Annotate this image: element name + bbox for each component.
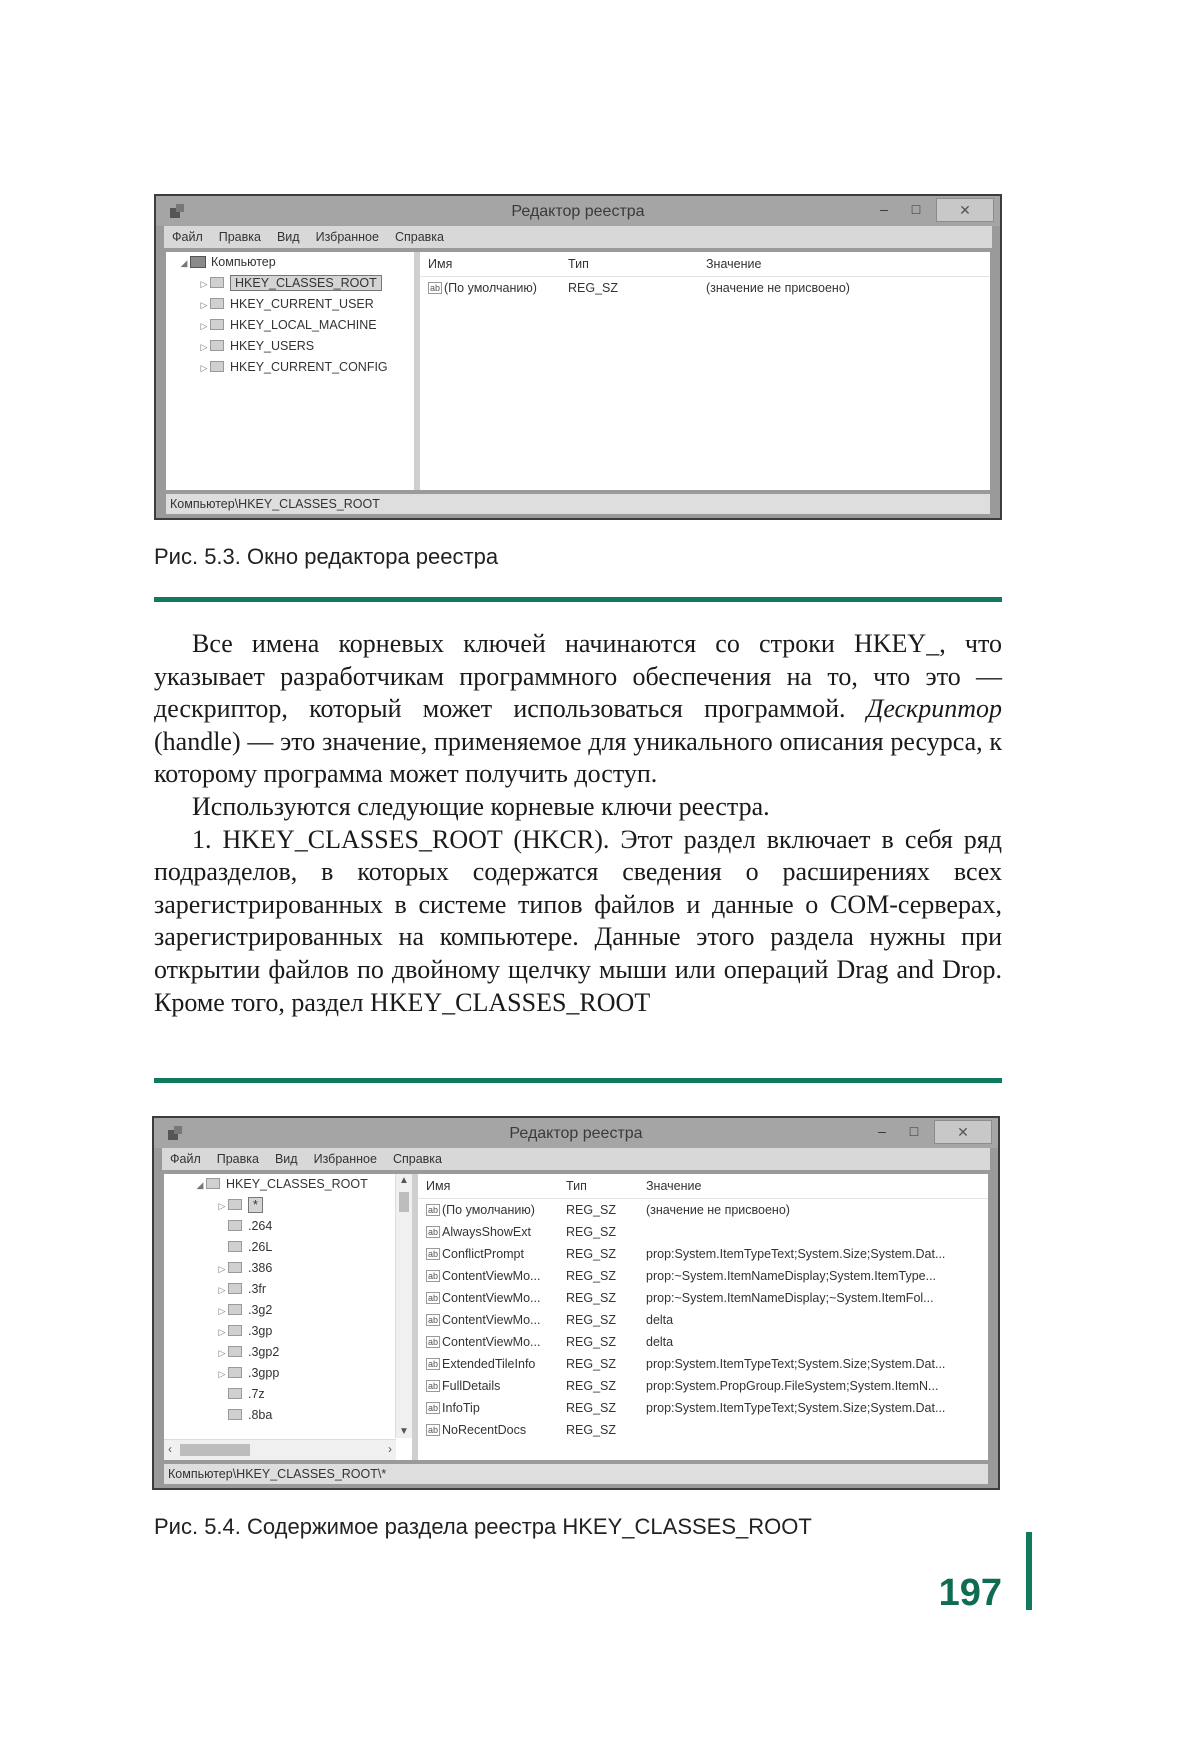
tree-item-label: HKEY_LOCAL_MACHINE: [230, 318, 377, 332]
tree-item-key[interactable]: [164, 1216, 412, 1237]
column-header-type[interactable]: Тип: [568, 257, 589, 271]
tree-item-hkey-classes-root[interactable]: [164, 1174, 412, 1195]
body-text: [154, 628, 1002, 1019]
tree-item-label: .26L: [248, 1240, 273, 1254]
menu-favorites[interactable]: Избранное: [313, 1152, 377, 1166]
scroll-right-icon[interactable]: ›: [388, 1442, 392, 1456]
folder-icon: [228, 1241, 242, 1252]
tree-item-key[interactable]: [164, 1363, 412, 1384]
value-type: REG_SZ: [566, 1423, 617, 1437]
menu-favorites[interactable]: Избранное: [315, 230, 379, 244]
tree-item-label: .3gp: [248, 1324, 273, 1338]
menu-view[interactable]: Вид: [276, 230, 300, 244]
folder-icon: [228, 1199, 242, 1210]
value-type: REG_SZ: [566, 1225, 617, 1239]
collapsed-arrow-icon[interactable]: ▷: [218, 1327, 226, 1337]
tree-item-label: HKEY_CLASSES_ROOT: [230, 275, 382, 291]
value-type: REG_SZ: [566, 1401, 617, 1415]
value-data: delta: [646, 1313, 674, 1327]
tree-item-label: .3g2: [248, 1303, 273, 1317]
folder-icon: [228, 1367, 242, 1378]
maximize-icon[interactable]: □: [909, 1123, 919, 1139]
list-rows: [418, 1199, 988, 1441]
value-name: FullDetails: [442, 1379, 501, 1393]
list-header: [420, 252, 990, 277]
menu-help[interactable]: Справка: [392, 1152, 442, 1166]
tree-item-label: *: [248, 1197, 263, 1213]
folder-icon: [228, 1325, 242, 1336]
collapsed-arrow-icon[interactable]: ▷: [218, 1348, 226, 1358]
editor-body: [164, 1174, 988, 1460]
value-type: REG_SZ: [566, 1357, 617, 1371]
values-list: [420, 252, 990, 490]
tree-item-key[interactable]: [164, 1279, 412, 1300]
list-item[interactable]: [418, 1353, 988, 1375]
tree-item-label: .3gp2: [248, 1345, 280, 1359]
string-value-icon: ab: [428, 1205, 439, 1215]
list-item[interactable]: [418, 1243, 988, 1265]
list-item[interactable]: [418, 1221, 988, 1243]
tree-item-hkey-current-config[interactable]: [166, 357, 414, 378]
value-type: REG_SZ: [566, 1291, 617, 1305]
title-bar: [154, 1118, 998, 1148]
tree-item-label: .3gpp: [248, 1366, 280, 1380]
string-value-icon: ab: [428, 1271, 439, 1281]
close-icon[interactable]: ✕: [934, 1120, 992, 1144]
page-marker: [1026, 1532, 1032, 1610]
collapsed-arrow-icon[interactable]: ▷: [200, 321, 208, 331]
value-name: ExtendedTileInfo: [442, 1357, 536, 1371]
list-item[interactable]: [418, 1375, 988, 1397]
tree-vertical-scrollbar[interactable]: [395, 1174, 412, 1438]
menu-bar: [164, 226, 992, 248]
string-value-icon: ab: [430, 283, 441, 293]
tree-item-key[interactable]: [164, 1237, 412, 1258]
figure-caption: Рис. 5.3. Окно редактора реестра: [154, 544, 499, 569]
folder-icon: [228, 1304, 242, 1315]
value-data: prop:System.ItemTypeText;System.Size;System.Dat...: [646, 1357, 946, 1371]
tree-item-label: HKEY_CURRENT_CONFIG: [230, 360, 388, 374]
computer-icon: [190, 256, 206, 268]
string-value-icon: ab: [428, 1403, 439, 1413]
value-name: ConflictPrompt: [442, 1247, 524, 1261]
value-data: (значение не присвоено): [706, 281, 850, 295]
close-icon[interactable]: ✕: [936, 198, 994, 222]
tree-item-hkey-local-machine[interactable]: [166, 315, 414, 336]
column-header-value[interactable]: Значение: [706, 257, 762, 271]
window-title: Редактор реестра: [511, 203, 645, 220]
tree-item-key[interactable]: [164, 1258, 412, 1279]
folder-icon: [210, 277, 224, 288]
value-name: ContentViewMo...: [442, 1313, 541, 1327]
value-name: (По умолчанию): [444, 281, 537, 295]
value-name: NoRecentDocs: [442, 1423, 527, 1437]
value-type: REG_SZ: [568, 281, 619, 295]
tree-item-hkey-current-user[interactable]: [166, 294, 414, 315]
value-type: REG_SZ: [566, 1269, 617, 1283]
tree-item-label: HKEY_CURRENT_USER: [230, 297, 374, 311]
value-data: prop:~System.ItemNameDisplay;System.ItemType...: [646, 1269, 937, 1283]
tree-item-label: .7z: [248, 1387, 265, 1401]
emphasis: Дескриптор: [866, 694, 1002, 724]
value-data: prop:System.PropGroup.FileSystem;System.ItemN...: [646, 1379, 939, 1393]
value-type: REG_SZ: [566, 1247, 617, 1261]
collapsed-arrow-icon[interactable]: ▷: [218, 1285, 226, 1295]
tree-item-label: Компьютер: [211, 255, 276, 269]
folder-icon: [210, 298, 224, 309]
value-name: ContentViewMo...: [442, 1335, 541, 1349]
value-type: REG_SZ: [566, 1203, 617, 1217]
scroll-thumb[interactable]: [180, 1444, 250, 1456]
value-data: prop:~System.ItemNameDisplay;~System.ItemFol...: [646, 1291, 934, 1305]
tree-item-label: .3fr: [248, 1282, 267, 1296]
tree-item-key[interactable]: [164, 1300, 412, 1321]
collapsed-arrow-icon[interactable]: ▷: [218, 1369, 226, 1379]
tree-item-key[interactable]: [164, 1321, 412, 1342]
paragraph: 1. HKEY_CLASSES_ROOT (HKCR). Этот раздел включает в себя ряд подразделов, в которых содержатся сведения о расширениях всех зарегистрированных в системе типов файлов и данные о COM-серверах, зарегистрированных на компьютере. Данные этого раздела нужны при открытии файлов по двойному щелчку мыши или операций Drag and Drop. Кроме того, раздел HKEY_CLASSES_ROOT: [154, 824, 1002, 1017]
scroll-left-icon[interactable]: ‹: [168, 1442, 172, 1456]
folder-icon: [228, 1283, 242, 1294]
expanded-arrow-icon[interactable]: ◢: [180, 258, 188, 268]
tree-item-label: .386: [248, 1261, 273, 1275]
string-value-icon: ab: [428, 1293, 439, 1303]
collapsed-arrow-icon[interactable]: ▷: [218, 1201, 226, 1211]
menu-bar: [162, 1148, 990, 1170]
tree-item-key[interactable]: [164, 1384, 412, 1405]
tree-horizontal-scrollbar[interactable]: [164, 1439, 396, 1460]
tree-item-label: .264: [248, 1219, 273, 1233]
registry-editor-window: [154, 194, 1002, 520]
list-item[interactable]: [418, 1419, 988, 1441]
minimize-icon[interactable]: –: [880, 201, 888, 217]
divider: [154, 1078, 1002, 1083]
menu-file[interactable]: Файл: [172, 230, 203, 244]
values-list: [418, 1174, 988, 1460]
paragraph: Используются следующие корневые ключи реестра.: [192, 791, 770, 821]
page-number: 197: [938, 1572, 1002, 1614]
registry-editor-window: [152, 1116, 1000, 1490]
value-type: REG_SZ: [566, 1335, 617, 1349]
value-name: ContentViewMo...: [442, 1291, 541, 1305]
title-bar: [156, 196, 1000, 226]
value-name: (По умолчанию): [442, 1203, 535, 1217]
list-item[interactable]: [418, 1397, 988, 1419]
folder-icon: [228, 1220, 242, 1231]
menu-help[interactable]: Справка: [394, 230, 444, 244]
tree-item-label: HKEY_CLASSES_ROOT: [226, 1177, 368, 1191]
tree-item-label: .8ba: [248, 1408, 273, 1422]
value-name: ContentViewMo...: [442, 1269, 541, 1283]
folder-icon: [228, 1409, 242, 1420]
list-item[interactable]: [418, 1265, 988, 1287]
figure-caption: Рис. 5.4. Содержимое раздела реестра HKEY_CLASSES_ROOT: [154, 1514, 812, 1539]
collapsed-arrow-icon[interactable]: ▷: [200, 363, 208, 373]
column-header-type[interactable]: Тип: [566, 1179, 587, 1193]
scroll-up-icon[interactable]: ▲: [399, 1175, 409, 1186]
paragraph: Все имена корневых ключей начинаются со строки HKEY_, что указывает разработчикам программного обеспечения на то, что это — дескриптор, который может использоваться программой. Дескриптор (handle) — это значение, применяемое для уникального описания ресурса, к которому программа может получить доступ.: [154, 629, 1002, 789]
folder-icon: [228, 1262, 242, 1273]
maximize-icon[interactable]: □: [911, 201, 921, 217]
tree-item-key[interactable]: [164, 1405, 412, 1426]
string-value-icon: ab: [428, 1249, 439, 1259]
value-data: prop:System.ItemTypeText;System.Size;System.Dat...: [646, 1247, 946, 1261]
expanded-arrow-icon[interactable]: ◢: [196, 1180, 204, 1190]
status-bar: Компьютер\HKEY_CLASSES_ROOT\*: [164, 1464, 988, 1484]
divider: [154, 597, 1002, 602]
menu-view[interactable]: Вид: [274, 1152, 298, 1166]
key-tree: [166, 252, 420, 490]
collapsed-arrow-icon[interactable]: ▷: [218, 1264, 226, 1274]
value-data: (значение не присвоено): [646, 1203, 790, 1217]
tree-item-hkey-users[interactable]: [166, 336, 414, 357]
list-item[interactable]: [418, 1331, 988, 1353]
string-value-icon: ab: [428, 1315, 439, 1325]
list-header: [418, 1174, 988, 1199]
tree-item-hkey-classes-root[interactable]: [166, 273, 414, 294]
string-value-icon: ab: [428, 1227, 439, 1237]
string-value-icon: ab: [428, 1337, 439, 1347]
string-value-icon: ab: [428, 1381, 439, 1391]
string-value-icon: ab: [428, 1359, 439, 1369]
value-name: AlwaysShowExt: [442, 1225, 531, 1239]
scroll-down-icon[interactable]: ▼: [399, 1426, 409, 1437]
key-tree: [164, 1174, 418, 1460]
column-header-name[interactable]: Имя: [428, 257, 453, 271]
tree-item-computer[interactable]: [166, 252, 414, 273]
value-type: REG_SZ: [566, 1313, 617, 1327]
list-item[interactable]: [418, 1199, 988, 1221]
tree-item-key[interactable]: [164, 1195, 412, 1216]
string-value-icon: ab: [428, 1425, 439, 1435]
folder-icon: [228, 1346, 242, 1357]
column-header-name[interactable]: Имя: [426, 1179, 451, 1193]
list-item[interactable]: [420, 277, 990, 299]
value-name: InfoTip: [442, 1401, 480, 1415]
value-data: prop:System.ItemTypeText;System.Size;System.Dat...: [646, 1401, 946, 1415]
list-item[interactable]: [418, 1309, 988, 1331]
collapsed-arrow-icon[interactable]: ▷: [218, 1306, 226, 1316]
scroll-thumb[interactable]: [399, 1192, 409, 1212]
folder-icon: [210, 340, 224, 351]
folder-icon: [206, 1178, 220, 1189]
value-type: REG_SZ: [566, 1379, 617, 1393]
collapsed-arrow-icon[interactable]: ▷: [200, 300, 208, 310]
column-header-value[interactable]: Значение: [646, 1179, 702, 1193]
menu-file[interactable]: Файл: [170, 1152, 201, 1166]
list-item[interactable]: [418, 1287, 988, 1309]
minimize-icon[interactable]: –: [878, 1123, 886, 1139]
menu-edit[interactable]: Правка: [218, 230, 261, 244]
editor-body: [166, 252, 990, 490]
folder-icon: [210, 319, 224, 330]
folder-icon: [210, 361, 224, 372]
tree-item-label: HKEY_USERS: [230, 339, 315, 353]
folder-icon: [228, 1388, 242, 1399]
collapsed-arrow-icon[interactable]: ▷: [200, 342, 208, 352]
status-bar: Компьютер\HKEY_CLASSES_ROOT: [166, 494, 990, 514]
tree-item-key[interactable]: [164, 1342, 412, 1363]
collapsed-arrow-icon[interactable]: ▷: [200, 279, 208, 289]
menu-edit[interactable]: Правка: [216, 1152, 259, 1166]
value-data: delta: [646, 1335, 674, 1349]
window-title: Редактор реестра: [509, 1125, 643, 1142]
